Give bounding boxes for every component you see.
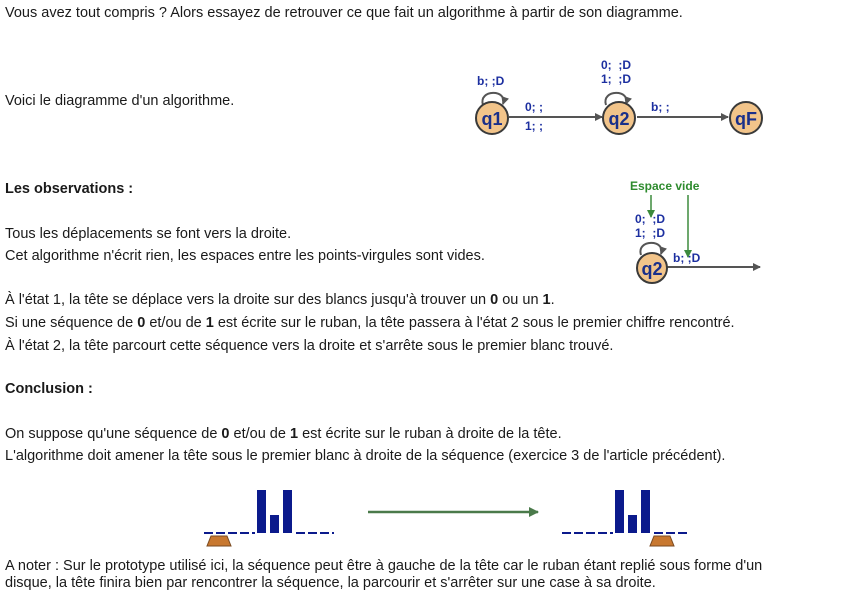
diagram-intro: Voici le diagramme d'un algorithme. <box>5 93 235 109</box>
note-line-2: disque, la tête finira bien par rencontrer la séquence, la parcourir et s'arrêter sur une case à sa droite. <box>5 575 656 591</box>
observations-title: Les observations : <box>5 181 134 197</box>
intro-text: Vous avez tout compris ? Alors essayez de retrouver ce que fait un algorithme à partir de son diagramme. <box>5 5 683 21</box>
state-qf-label: qF <box>735 109 757 129</box>
tape-illustration <box>200 485 690 550</box>
tape-after-bar-3 <box>641 490 650 533</box>
q1-q2-label-top: 0; ; <box>525 100 543 114</box>
conclusion-line-2: L'algorithme doit amener la tête sous le premier blanc à droite de la séquence (exercice 3 de l'article précédent). <box>5 448 726 464</box>
tape-after-bar-1 <box>615 490 624 533</box>
detail-loop-label-bottom: 1; ;D <box>635 226 665 240</box>
q2-loop-label-top: 0; ;D <box>601 58 631 72</box>
q2-detail-diagram <box>620 175 770 285</box>
q1-loop-label: b; ;D <box>477 74 505 88</box>
observation-line-2: Cet algorithme n'écrit rien, les espaces entre les points-virgules sont vides. <box>5 248 485 264</box>
state-q1-label: q1 <box>481 109 503 129</box>
head-after <box>650 536 674 546</box>
tape-after-bar-2 <box>628 515 637 533</box>
detail-exit-label: b; ;D <box>673 251 701 265</box>
state-q2-label: q2 <box>608 109 630 129</box>
note-line-1: A noter : Sur le prototype utilisé ici, la séquence peut être à gauche de la tête car le ruban étant replié sous forme d'un <box>5 558 763 574</box>
observation-line-3: À l'état 1, la tête se déplace vers la droite sur des blancs jusqu'à trouver un 0 ou un 1. <box>5 292 555 308</box>
espace-vide-annotation: Espace vide <box>630 179 700 193</box>
tape-before-bar-2 <box>270 515 279 533</box>
tape-before <box>204 490 334 546</box>
observation-line-4: Si une séquence de 0 et/ou de 1 est écrite sur le ruban, la tête passera à l'état 2 sous le premier chiffre rencontré. <box>5 315 735 331</box>
algorithm-diagram <box>470 55 770 145</box>
tape-after <box>562 490 688 546</box>
detail-state-q2-label: q2 <box>641 259 663 279</box>
detail-loop-label-top: 0; ;D <box>635 212 665 226</box>
tape-before-bar-1 <box>257 490 266 533</box>
head-before <box>207 536 231 546</box>
observation-line-1: Tous les déplacements se font vers la droite. <box>5 226 292 242</box>
q2-loop-label-bottom: 1; ;D <box>601 72 631 86</box>
tape-before-bar-3 <box>283 490 292 533</box>
observation-line-5: À l'état 2, la tête parcourt cette séquence vers la droite et s'arrête sous le premier blanc trouvé. <box>5 338 614 354</box>
conclusion-title: Conclusion : <box>5 381 93 397</box>
q2-qf-label: b; ; <box>651 100 670 114</box>
q1-q2-label-bottom: 1; ; <box>525 119 543 133</box>
conclusion-line-1: On suppose qu'une séquence de 0 et/ou de 1 est écrite sur le ruban à droite de la tête. <box>5 426 562 442</box>
